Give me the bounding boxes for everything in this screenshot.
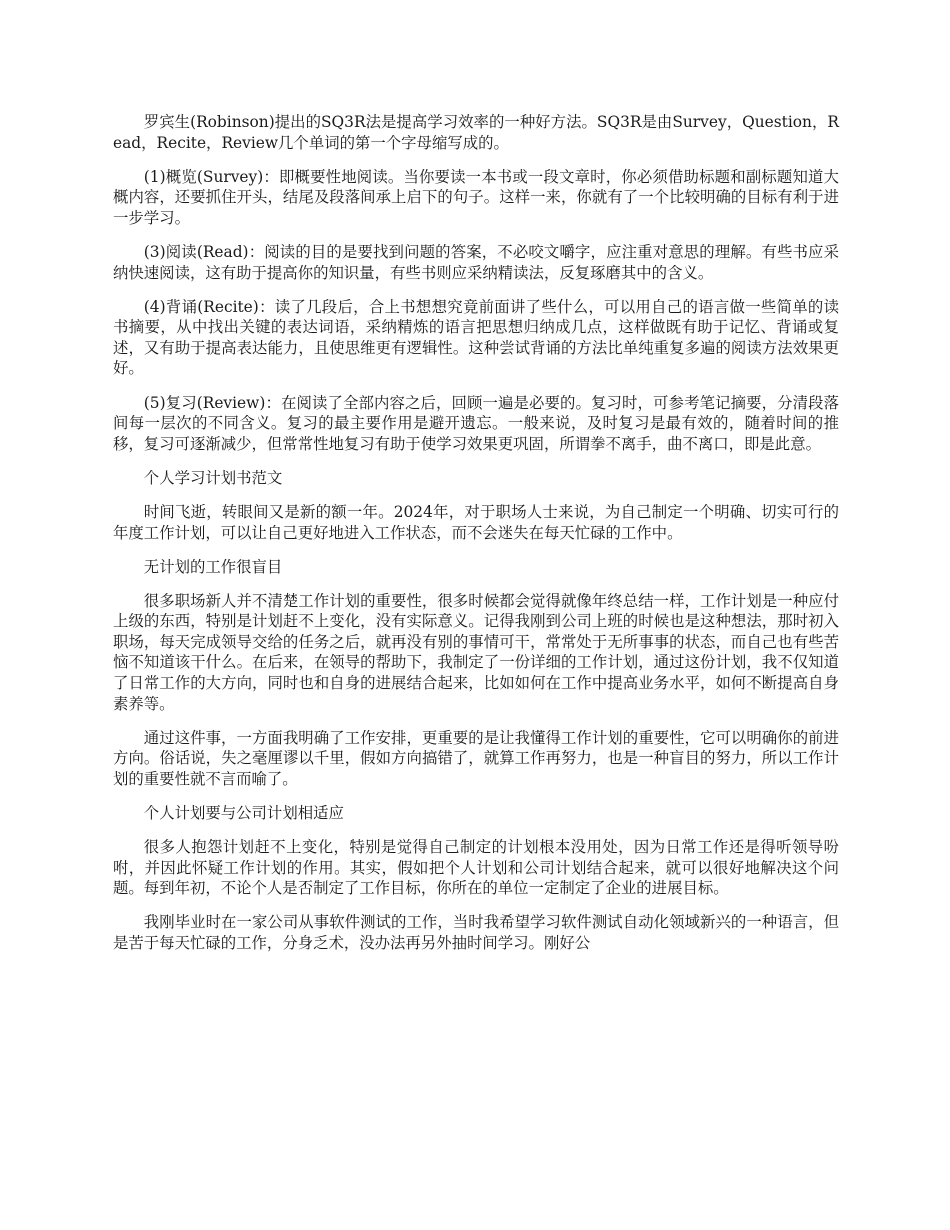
section-heading-unplanned-work: 无计划的工作很盲目 [143,557,283,576]
document-page [113,112,839,954]
paragraph-direction: 通过这件事，一方面我明确了工作安排，更重要的是让我懂得工作计划的重要性，它可以明确你的前进方向。俗话说，失之毫厘谬以千里，假如方向搞错了，就算工作再努力，也是一种盲目的努力，所以工作计划的重要性就不言而喻了。 [113,728,839,788]
paragraph-read: (3)阅读(Read)：阅读的目的是要找到问题的答案，不必咬文嚼字，应注重对意思的理解。有些书应采纳快速阅读，这有助于提高你的知识量，有些书则应采纳精读法，反复琢磨其中的含义。 [113,242,839,282]
paragraph-sq3r-intro: 罗宾生(Robinson)提出的SQ3R法是提高学习效率的一种好方法。SQ3R是由Survey，Question，Read，Recite，Review几个单词的第一个字母缩写成的。 [113,113,839,152]
section-heading-study-plan: 个人学习计划书范文 [143,468,283,487]
paragraph-company-goals: 很多人抱怨计划赶不上变化，特别是觉得自己制定的计划根本没用处，因为日常工作还是得听领导吩咐，并因此怀疑工作计划的作用。其实，假如把个人计划和公司计划结合起来，就可以很好地解决这个问题。每到年初，不论个人是否制定了工作目标，你所在的单位一定制定了企业的进展目标。 [113,838,839,898]
paragraph-software-testing: 我刚毕业时在一家公司从事软件测试的工作，当时我希望学习软件测试自动化领域新兴的一种语言，但是苦于每天忙碌的工作，分身乏术，没办法再另外抽时间学习。刚好公 [113,913,839,952]
section-heading-company-alignment: 个人计划要与公司计划相适应 [143,804,344,823]
paragraph-recite: (4)背诵(Recite)：读了几段后，合上书想想究竟前面讲了些什么，可以用自己的语言做一些简单的读书摘要，从中找出关键的表达词语，采纳精炼的语言把思想归纳成几点，这样做既有助于记忆、背诵或复述，又有助于提高表达能力，且使思维更有逻辑性。这种尝试背诵的方法比单纯重复多遍的阅读方法效果更好。 [113,297,839,378]
paragraph-survey: (1)概览(Survey)：即概要性地阅读。当你要读一本书或一段文章时，你必须借助标题和副标题知道大概内容，还要抓住开头，结尾及段落间承上启下的句子。这样一来，你就有了一个比较明确的目标有利于进一步学习。 [113,167,839,227]
paragraph-plan-importance: 很多职场新人并不清楚工作计划的重要性，很多时候都会觉得就像年终总结一样，工作计划是一种应付上级的东西，特别是计划赶不上变化，没有实际意义。记得我刚到公司上班的时候也是这种想法，那时初入职场，每天完成领导交给的任务之后，就再没有别的事情可干，常常处于无所事事的状态，而自己也有些苦恼不知道该干什么。在后来，在领导的帮助下，我制定了一份详细的工作计划，通过这份计划，我不仅知道了日常工作的大方向，同时也和自身的进展结合起来，比如如何在工作中提高业务水平，如何不断提高自身素养等。 [113,591,839,713]
paragraph-new-year: 时间飞逝，转眼间又是新的额一年。2024年，对于职场人士来说，为自己制定一个明确、切实可行的年度工作计划，可以让自己更好地进入工作状态，而不会迷失在每天忙碌的工作中。 [113,502,839,542]
paragraph-review: (5)复习(Review)：在阅读了全部内容之后，回顾一遍是必要的。复习时，可参考笔记摘要，分清段落间每一层次的不同含义。复习的最主要作用是避开遗忘。一般来说，及时复习是最有效的，随着时间的推移，复习可逐渐减少，但常常性地复习有助于使学习效果更巩固，所谓拳不离手，曲不离口，即是此意。 [113,393,839,453]
